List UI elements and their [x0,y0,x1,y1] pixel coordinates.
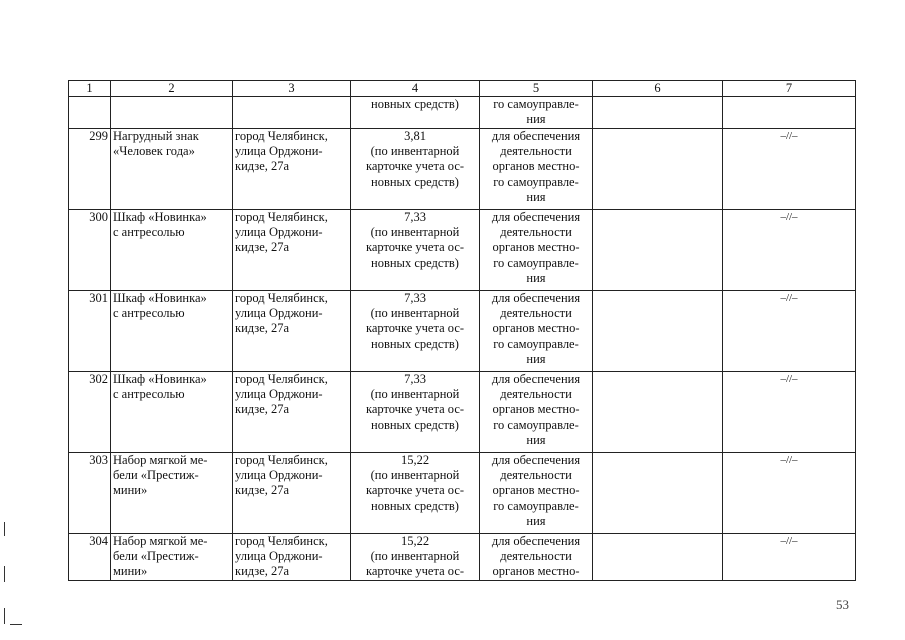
purpose-cell [480,291,593,372]
cont-cell-name [111,97,233,129]
purpose-line: для обеспечения [491,534,581,548]
item-name-line: Набор мягкой ме- [113,453,208,467]
value-line: новных средств) [371,174,459,189]
item-name-line: Шкаф «Новинка» [113,372,207,386]
item-name-line: «Человек года» [113,144,195,159]
header-cell: 4 [351,81,480,97]
purpose-cell [480,129,593,210]
address-line: кидзе, 27а [235,402,290,417]
value-cell [351,534,480,581]
col6-cell [593,291,723,372]
address-cell [233,453,351,534]
header-cell: 1 [69,81,111,97]
ditto-mark-cell: –//– [723,129,856,210]
ditto-mark-cell: –//– [723,291,856,372]
row-number-cell: 302 [69,372,111,453]
value-line: новных средств) [371,498,459,513]
value-line: (по инвентарной [370,468,460,483]
address-line: кидзе, 27а [235,321,290,336]
purpose-line: деятельности [500,225,572,240]
address-line: улица Орджони- [235,306,323,321]
purpose-cell [480,210,593,291]
purpose-line: органов местно- [492,240,580,255]
address-line: кидзе, 27а [235,159,290,174]
scan-artifact-mark [4,522,5,536]
purpose-line: го самоуправле- [493,498,579,513]
cont-cell-col6 [593,97,723,129]
purpose-line: ния [526,270,546,285]
table-row [69,453,856,534]
purpose-line: го самоуправле- [493,417,579,432]
purpose-line: для обеспечения [491,372,581,386]
purpose-line: деятельности [500,306,572,321]
page-number: 53 [836,597,849,612]
ditto-mark-cell: –//– [723,210,856,291]
purpose-line: органов местно- [492,564,580,579]
value-line: карточке учета ос- [365,240,465,255]
item-name-cell [111,453,233,534]
ditto-mark-cell: –//– [723,372,856,453]
cont-cell-col7 [723,97,856,129]
address-cell [233,291,351,372]
address-cell [233,210,351,291]
value-line: новных средств) [371,255,459,270]
value-cell [351,453,480,534]
address-line: улица Орджони- [235,225,323,240]
col6-cell [593,129,723,210]
purpose-line: органов местно- [492,159,580,174]
address-line: кидзе, 27а [235,564,290,579]
property-table [68,80,856,581]
address-line: город Челябинск, [235,291,328,305]
value-line: карточке учета ос- [365,564,465,579]
purpose-line: го самоуправле- [493,255,579,270]
purpose-line: деятельности [500,387,572,402]
purpose-line: деятельности [500,468,572,483]
col6-cell [593,372,723,453]
value-line: карточке учета ос- [365,321,465,336]
row-number-cell: 303 [69,453,111,534]
purpose-line: для обеспечения [491,210,581,224]
scan-artifact-mark [4,566,5,582]
purpose-line: деятельности [500,549,572,564]
item-name-cell [111,534,233,581]
address-line: город Челябинск, [235,372,328,386]
item-name-line: с антресолью [113,225,185,240]
value-line: карточке учета ос- [365,402,465,417]
item-name-line: Нагрудный знак [113,129,199,143]
row-number-cell: 301 [69,291,111,372]
address-cell [233,129,351,210]
header-cell: 7 [723,81,856,97]
table-row [69,372,856,453]
item-name-line: бели «Престиж- [113,468,199,483]
value-cell [351,291,480,372]
table-row [69,534,856,581]
table-header-row [69,81,856,97]
purpose-line: для обеспечения [491,291,581,305]
value-line: (по инвентарной [370,144,460,159]
address-line: город Челябинск, [235,210,328,224]
address-cell [233,534,351,581]
value-line: 7,33 [404,210,426,224]
purpose-line: ния [526,432,546,447]
row-number-cell: 300 [69,210,111,291]
col6-cell [593,453,723,534]
col6-cell [593,210,723,291]
value-cell [351,129,480,210]
value-line: новных средств) [371,336,459,351]
value-line: 15,22 [400,453,430,467]
purpose-line: ния [526,513,546,528]
value-line: 3,81 [404,129,426,143]
item-name-cell [111,372,233,453]
purpose-line: для обеспечения [491,453,581,467]
value-line: (по инвентарной [370,387,460,402]
value-line: новных средств) [371,417,459,432]
purpose-line: го самоуправле- [493,336,579,351]
table-row [69,291,856,372]
table-row [69,129,856,210]
address-line: город Челябинск, [235,453,328,467]
item-name-line: Шкаф «Новинка» [113,291,207,305]
row-number-cell: 299 [69,129,111,210]
purpose-line: органов местно- [492,483,580,498]
address-line: улица Орджони- [235,387,323,402]
purpose-cell [480,453,593,534]
address-line: улица Орджони- [235,468,323,483]
address-line: кидзе, 27а [235,483,290,498]
cont-value-line: новных средств) [371,97,459,111]
value-line: (по инвентарной [370,225,460,240]
item-name-line: мини» [113,483,148,498]
item-name-line: мини» [113,564,148,579]
cont-purpose-line: го самоуправле- [493,97,579,111]
ditto-mark-cell: –//– [723,453,856,534]
scan-artifact-mark [4,608,5,624]
purpose-line: ния [526,351,546,366]
value-line: 7,33 [404,372,426,386]
purpose-cell [480,534,593,581]
value-cell [351,372,480,453]
cont-cell-address [233,97,351,129]
cont-cell-purpose [480,97,593,129]
item-name-line: Набор мягкой ме- [113,534,208,548]
scan-artifact-mark [10,624,22,625]
address-line: улица Орджони- [235,549,323,564]
item-name-line: бели «Престиж- [113,549,199,564]
value-line: карточке учета ос- [365,159,465,174]
value-line: 15,22 [400,534,430,548]
cont-cell-num [69,97,111,129]
value-cell [351,210,480,291]
item-name-line: Шкаф «Новинка» [113,210,207,224]
row-number-cell: 304 [69,534,111,581]
item-name-line: с антресолью [113,306,185,321]
purpose-line: органов местно- [492,321,580,336]
purpose-line: го самоуправле- [493,174,579,189]
header-cell: 2 [111,81,233,97]
cont-cell-value [351,97,480,129]
item-name-cell [111,291,233,372]
address-line: город Челябинск, [235,129,328,143]
cont-purpose-line: ния [526,112,546,127]
value-line: карточке учета ос- [365,483,465,498]
address-line: город Челябинск, [235,534,328,548]
purpose-cell [480,372,593,453]
item-name-cell [111,210,233,291]
address-cell [233,372,351,453]
purpose-line: для обеспечения [491,129,581,143]
value-line: (по инвентарной [370,306,460,321]
item-name-line: с антресолью [113,387,185,402]
header-cell: 5 [480,81,593,97]
table-row [69,210,856,291]
header-cell: 3 [233,81,351,97]
address-line: кидзе, 27а [235,240,290,255]
address-line: улица Орджони- [235,144,323,159]
header-cell: 6 [593,81,723,97]
continuation-row [69,97,856,129]
ditto-mark-cell: –//– [723,534,856,581]
purpose-line: органов местно- [492,402,580,417]
value-line: 7,33 [404,291,426,305]
purpose-line: ния [526,189,546,204]
purpose-line: деятельности [500,144,572,159]
col6-cell [593,534,723,581]
value-line: (по инвентарной [370,549,460,564]
item-name-cell [111,129,233,210]
